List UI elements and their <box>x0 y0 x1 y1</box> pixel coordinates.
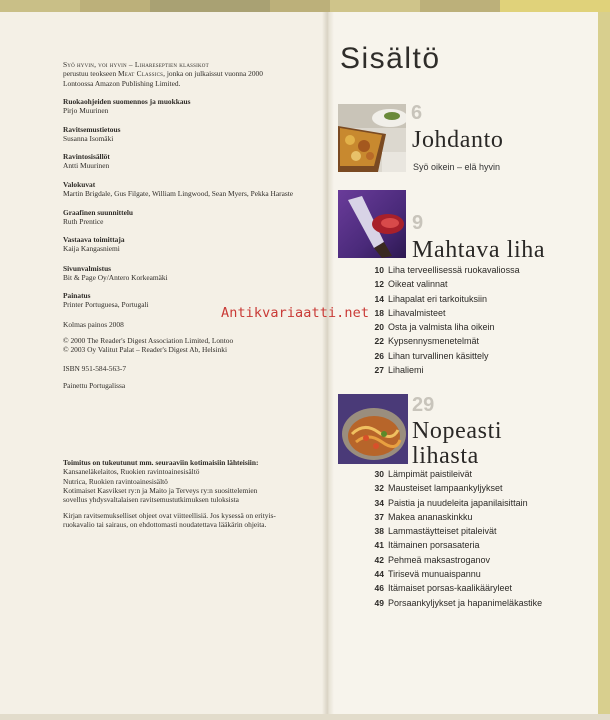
copyright-line: © 2003 Oy Valitut Palat – Reader's Digest Ab, Helsinki <box>63 345 228 355</box>
sources-block <box>63 458 318 504</box>
credit-block <box>63 208 133 227</box>
intro-line-3: Lontoossa Amazon Publishing Limited. <box>63 78 181 88</box>
toc-entry[interactable] <box>368 351 596 365</box>
toc-entry-page: 10 <box>374 265 384 275</box>
page-edge <box>598 12 610 720</box>
source-line: sovellus yhdysvaltalaisen ravitsemustutkimuksen tuloksista <box>63 495 239 505</box>
credit-name: Ruth Prentice <box>63 217 104 227</box>
gratin-photo-icon <box>338 104 406 172</box>
toc-entry-text: Lämpimät paistileivät <box>388 469 473 479</box>
disclaimer-line: ruokavalio tai sairaus, on ehdottomasti noudatettava lääkärin ohjeita. <box>63 520 267 530</box>
toc-entry-page: 30 <box>374 469 384 479</box>
toc-entry-text: Lihapalat eri tarkoituksiin <box>388 293 488 304</box>
toc-entry[interactable] <box>368 583 596 597</box>
intro-line-2-post: , jonka on julkaissut vuonna 2000 <box>163 69 263 79</box>
source-line: Nutrica, Ruokien ravintoainesisältö <box>63 476 168 486</box>
toc-entry-text: Mausteiset lampaankyljykset <box>388 483 503 494</box>
toc-entry-page: 22 <box>374 336 384 347</box>
credit-heading: Graafinen suunnittelu <box>63 208 134 217</box>
toc-entry-text: Pehmeä maksastroganov <box>388 554 491 565</box>
credit-block <box>63 152 110 171</box>
chapter-photo-meat <box>338 190 406 258</box>
bottom-edge <box>0 714 610 720</box>
top-edge-strip <box>0 0 610 12</box>
toc-entry[interactable] <box>368 540 596 554</box>
toc-entry[interactable] <box>368 322 596 336</box>
toc-entry[interactable] <box>368 512 596 526</box>
toc-entry-text: Lihaliemi <box>388 365 424 376</box>
chapter-title-line: Nopeasti <box>412 418 503 444</box>
top-strip-band <box>0 0 80 12</box>
toc-entry-page: 34 <box>374 497 384 508</box>
toc-entry-text: Porsaankyljykset ja hapanimeläkastike <box>388 597 543 608</box>
toc-entry[interactable] <box>368 294 596 308</box>
credit-name: Antti Muurinen <box>63 161 110 171</box>
toc-entry[interactable] <box>368 498 596 512</box>
copyright-line: © 2000 The Reader's Digest Association Limited, Lontoo <box>63 336 234 345</box>
left-page <box>0 12 328 720</box>
toc-entry-text: Lihavalmisteet <box>388 307 446 318</box>
intro-line-2-pre: perustuu teokseen <box>63 69 119 79</box>
toc-list-chapter-3 <box>368 469 596 612</box>
toc-entry-page: 41 <box>374 540 384 551</box>
toc-entry-page: 14 <box>374 293 384 304</box>
credit-name: Bit & Page Oy/Antero Korkeamäki <box>63 273 168 283</box>
toc-list-chapter-2 <box>368 265 596 379</box>
disclaimer-line: Kirjan ravitsemukselliset ohjeet ovat viitteellisiä. Jos kysessä on erityis- <box>63 511 276 520</box>
credit-block <box>63 97 191 116</box>
chapter-page-number: 29 <box>412 394 435 416</box>
credit-heading: Vastaava toimittaja <box>63 235 125 244</box>
chapter-title: Johdanto <box>412 127 504 153</box>
credit-name: Printer Portuguesa, Portugali <box>63 300 149 310</box>
toc-entry[interactable] <box>368 265 596 279</box>
toc-title: Sisältö <box>340 42 441 75</box>
toc-entry-text: Kypsennysmenetelmät <box>388 336 480 347</box>
source-line: Kansaneläkelaitos, Ruokien ravintoainesisältö <box>63 467 200 477</box>
edition-text: Kolmas painos 2008 <box>63 320 124 329</box>
toc-entry-text: Paistia ja nuudeleita japanilaisittain <box>388 497 528 508</box>
toc-entry-page: 18 <box>374 307 384 318</box>
toc-entry[interactable] <box>368 526 596 540</box>
toc-entry-text: Liha terveellisessä ruokavaliossa <box>388 265 520 275</box>
disclaimer-block <box>63 511 318 530</box>
toc-entry-page: 37 <box>374 511 384 522</box>
toc-entry-page: 38 <box>374 526 384 537</box>
credit-block <box>63 264 168 283</box>
toc-entry-text: Itämainen porsasateria <box>388 540 480 551</box>
top-strip-band <box>330 0 420 12</box>
intro-line-1: Syö hyvin, voi hyvin – Lihareseptien klassikot <box>63 60 209 69</box>
toc-entry-text: Osta ja valmista liha oikein <box>388 322 495 333</box>
toc-entry-page: 46 <box>374 583 384 594</box>
credit-name: Martin Brigdale, Gus Filgate, William Lingwood, Sean Myers, Pekka Haraste <box>63 189 294 199</box>
credit-heading: Ravitsemustietous <box>63 125 121 134</box>
toc-entry-page: 42 <box>374 554 384 565</box>
chapter-photo-food <box>338 104 406 172</box>
publication-intro <box>63 60 323 88</box>
toc-entry-text: Makea ananaskinkku <box>388 511 473 522</box>
toc-entry-text: Oikeat valinnat <box>388 279 448 290</box>
credit-name: Pirjo Muurinen <box>63 106 109 116</box>
credit-block <box>63 291 149 310</box>
credit-name: Kaija Kangasniemi <box>63 244 120 254</box>
credit-block <box>63 125 120 144</box>
printed-in-text: Painettu Portugalissa <box>63 381 126 390</box>
chapter-title <box>412 419 502 469</box>
credit-heading: Sivunvalmistus <box>63 264 112 273</box>
intro-original-title: Meat Classics <box>118 69 164 79</box>
isbn-text: ISBN 951-584-563-7 <box>63 364 127 373</box>
toc-entry[interactable] <box>368 336 596 350</box>
credit-block <box>63 180 293 199</box>
toc-entry[interactable] <box>368 555 596 569</box>
chapter-photo-stirfry <box>338 394 408 464</box>
toc-entry-page: 44 <box>374 569 384 580</box>
toc-entry-page: 49 <box>374 597 384 608</box>
toc-entry-page: 27 <box>374 365 384 376</box>
chapter-title-line: lihasta <box>412 443 479 469</box>
toc-entry-page: 26 <box>374 350 384 361</box>
source-line: Kotimaiset Kasvikset ry:n ja Maito ja Terveys ry:n suosittelemien <box>63 485 258 495</box>
toc-entry[interactable] <box>368 569 596 583</box>
toc-entry-page: 20 <box>374 322 384 333</box>
credit-heading: Valokuvat <box>63 180 96 189</box>
copyright-block <box>63 336 233 355</box>
chapter-subtitle: Syö oikein – elä hyvin <box>413 162 501 172</box>
toc-entry[interactable] <box>368 469 596 483</box>
chapter-page-number: 9 <box>412 212 424 234</box>
intro-line-2 <box>63 69 323 78</box>
chapter-page-number: 6 <box>411 102 423 124</box>
toc-entry-text: Lammastäytteiset pitaleivät <box>388 526 497 537</box>
watermark-text: Antikvariaatti.net <box>221 305 370 321</box>
toc-entry[interactable] <box>368 598 596 612</box>
sources-heading: Toimitus on tukeutunut mm. seuraaviin kotimaisiin lähteisiin: <box>63 458 259 467</box>
credit-heading: Ruokaohjeiden suomennos ja muokkaus <box>63 97 191 106</box>
knife-meat-photo-icon <box>338 190 406 258</box>
credit-block <box>63 235 125 254</box>
credit-heading: Painatus <box>63 291 91 300</box>
toc-entry-text: Itämaiset porsas-kaalikääryleet <box>388 583 513 594</box>
toc-entry[interactable] <box>368 279 596 293</box>
toc-entry[interactable] <box>368 483 596 497</box>
book-spine-fold <box>322 12 334 720</box>
toc-entry-text: Tirisevä munuaispannu <box>388 569 481 580</box>
credit-heading: Ravintosisällöt <box>63 152 110 161</box>
toc-entry-page: 32 <box>374 483 384 494</box>
chapter-title: Mahtava liha <box>412 237 546 263</box>
stirfry-photo-icon <box>338 394 408 464</box>
toc-entry-text: Lihan turvallinen käsittely <box>388 350 489 361</box>
toc-entry[interactable] <box>368 365 596 379</box>
top-strip-band <box>500 0 610 12</box>
credit-name: Susanna Isomäki <box>63 134 114 144</box>
top-strip-band <box>150 0 270 12</box>
toc-entry[interactable] <box>368 308 596 322</box>
toc-entry-page: 12 <box>374 279 384 290</box>
